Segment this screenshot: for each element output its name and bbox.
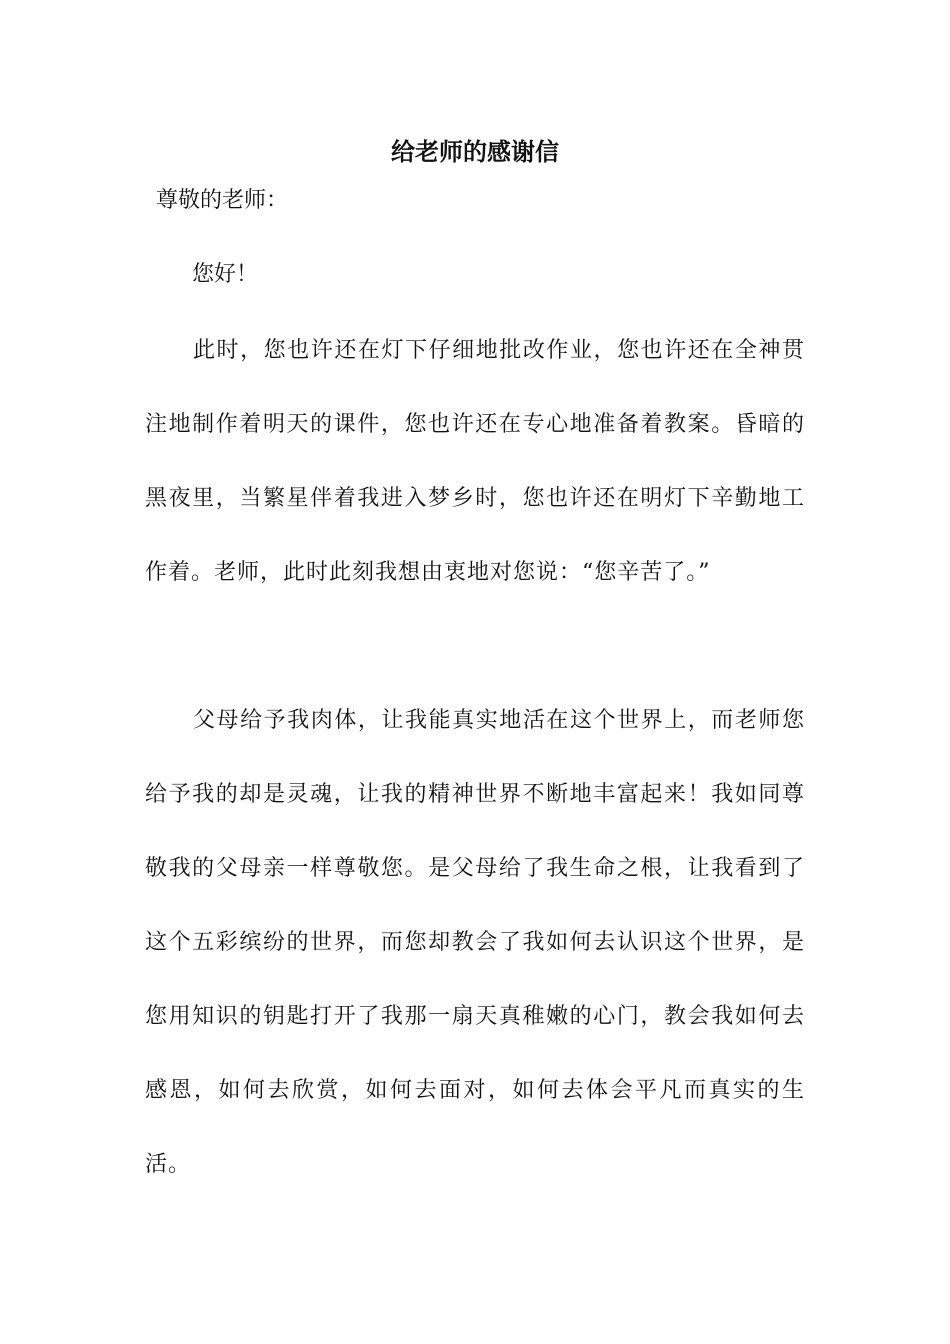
salutation: 尊敬的老师： (156, 188, 289, 213)
paragraph-1: 此时，您也许还在灯下仔细地批改作业，您也许还在全神贯注地制作着明天的课件，您也许还在专心地准备着教案。昏暗的黑夜里，当繁星伴着我进入梦乡时，您也许还在明灯下辛勤地工作着。老师，此时此刻我想由衷地对您说：“您辛苦了。” (145, 338, 805, 585)
document-title: 给老师的感谢信 (391, 137, 559, 166)
paragraph-2: 父母给予我肉体，让我能真实地活在这个世界上，而老师您给予我的却是灵魂，让我的精神世界不断地丰富起来！我如同尊敬我的父母亲一样尊敬您。是父母给了我生命之根，让我看到了这个五彩缤纷的世界，而您却教会了我如何去认识这个世界，是您用知识的钥匙打开了我那一扇天真稚嫩的心门，教会我如何去感恩，如何去欣赏，如何去面对，如何去体会平凡而真实的生活。 (145, 708, 805, 1177)
greeting: 您好！ (192, 262, 259, 287)
